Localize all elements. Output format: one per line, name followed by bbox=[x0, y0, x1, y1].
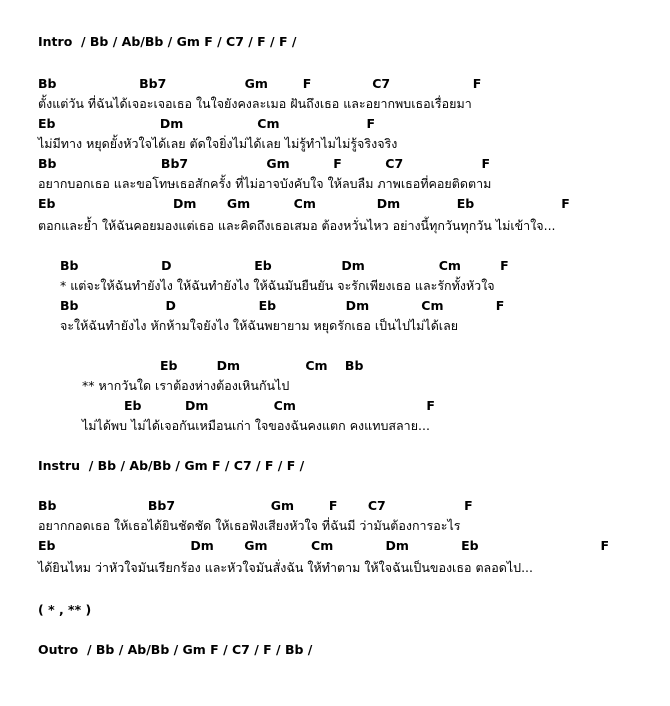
intro-line: Intro / Bb / Ab/Bb / Gm F / C7 / F / F / bbox=[38, 34, 297, 49]
bridge-chords-2: Eb Dm Cm F bbox=[124, 398, 435, 413]
verse1-chords-3: Bb Bb7 Gm F C7 F bbox=[38, 156, 491, 171]
verse1-lyric-4: ตอกและย้ำ ให้ฉันคอยมองแต่เธอ และคิดถึงเธอเสมอ ต้องหวั่นไหว อย่างนี้ทุกวันทุกวัน ไม่เข้าใจ... bbox=[38, 218, 556, 233]
outro-line: Outro / Bb / Ab/Bb / Gm F / C7 / F / Bb / bbox=[38, 642, 313, 657]
chorus-chords-2: Bb D Eb Dm Cm F bbox=[60, 298, 505, 313]
verse1-chords-4: Eb Dm Gm Cm Dm Eb F bbox=[38, 196, 570, 211]
bridge-chords-1: Eb Dm Cm Bb bbox=[160, 358, 364, 373]
chorus-lyric-1: * แต่จะให้ฉันทำยังไง ให้ฉันทำยังไง ให้ฉันมันยืนยัน จะรักเพียงเธอ และรักทั้งหัวใจ bbox=[60, 278, 495, 293]
verse1-chords-2: Eb Dm Cm F bbox=[38, 116, 376, 131]
verse2-lyric-1: อยากกอดเธอ ให้เธอได้ยินชัดชัด ให้เธอฟังเสียงหัวใจ ที่ฉันมี ว่ามันต้องการอะไร bbox=[38, 518, 461, 533]
verse2-chords-2: Eb Dm Gm Cm Dm Eb F bbox=[38, 538, 609, 553]
verse1-chords-1: Bb Bb7 Gm F C7 F bbox=[38, 76, 482, 91]
verse1-lyric-1: ตั้งแต่วัน ที่ฉันได้เจอะเจอเธอ ในใจยังคงละเมอ ฝันถึงเธอ และอยากพบเธอเรื่อยมา bbox=[38, 96, 472, 111]
verse1-lyric-2: ไม่มีทาง หยุดยั้งหัวใจได้เลย ตัดใจยิ่งไม่ได้เลย ไม่รู้ทำไมไม่รู้จริงจริง bbox=[38, 136, 398, 151]
chorus-chords-1: Bb D Eb Dm Cm F bbox=[60, 258, 509, 273]
bridge-lyric-2: ไม่ได้พบ ไม่ได้เจอกันเหมือนเก่า ใจของฉันคงแตก คงแทบสลาย... bbox=[82, 418, 430, 433]
verse1-lyric-3: อยากบอกเธอ และขอโทษเธอสักครั้ง ที่ไม่อาจบังคับใจ ให้ลบลืม ภาพเธอที่คอยติดตาม bbox=[38, 176, 492, 191]
verse2-lyric-2: ได้ยินไหม ว่าหัวใจมันเรียกร้อง และหัวใจมันสั่งฉัน ให้ทำตาม ให้ใจฉันเป็นของเธอ ตลอดไป... bbox=[38, 560, 533, 575]
repeat-marker: ( * , ** ) bbox=[38, 602, 92, 617]
verse2-chords-1: Bb Bb7 Gm F C7 F bbox=[38, 498, 473, 513]
chorus-lyric-2: จะให้ฉันทำยังไง หักห้ามใจยังไง ให้ฉันพยายาม หยุดรักเธอ เป็นไปไม่ได้เลย bbox=[60, 318, 459, 333]
instru-line: Instru / Bb / Ab/Bb / Gm F / C7 / F / F / bbox=[38, 458, 305, 473]
bridge-lyric-1: ** หากวันใด เราต้องห่างต้องเหินกันไป bbox=[82, 378, 290, 393]
